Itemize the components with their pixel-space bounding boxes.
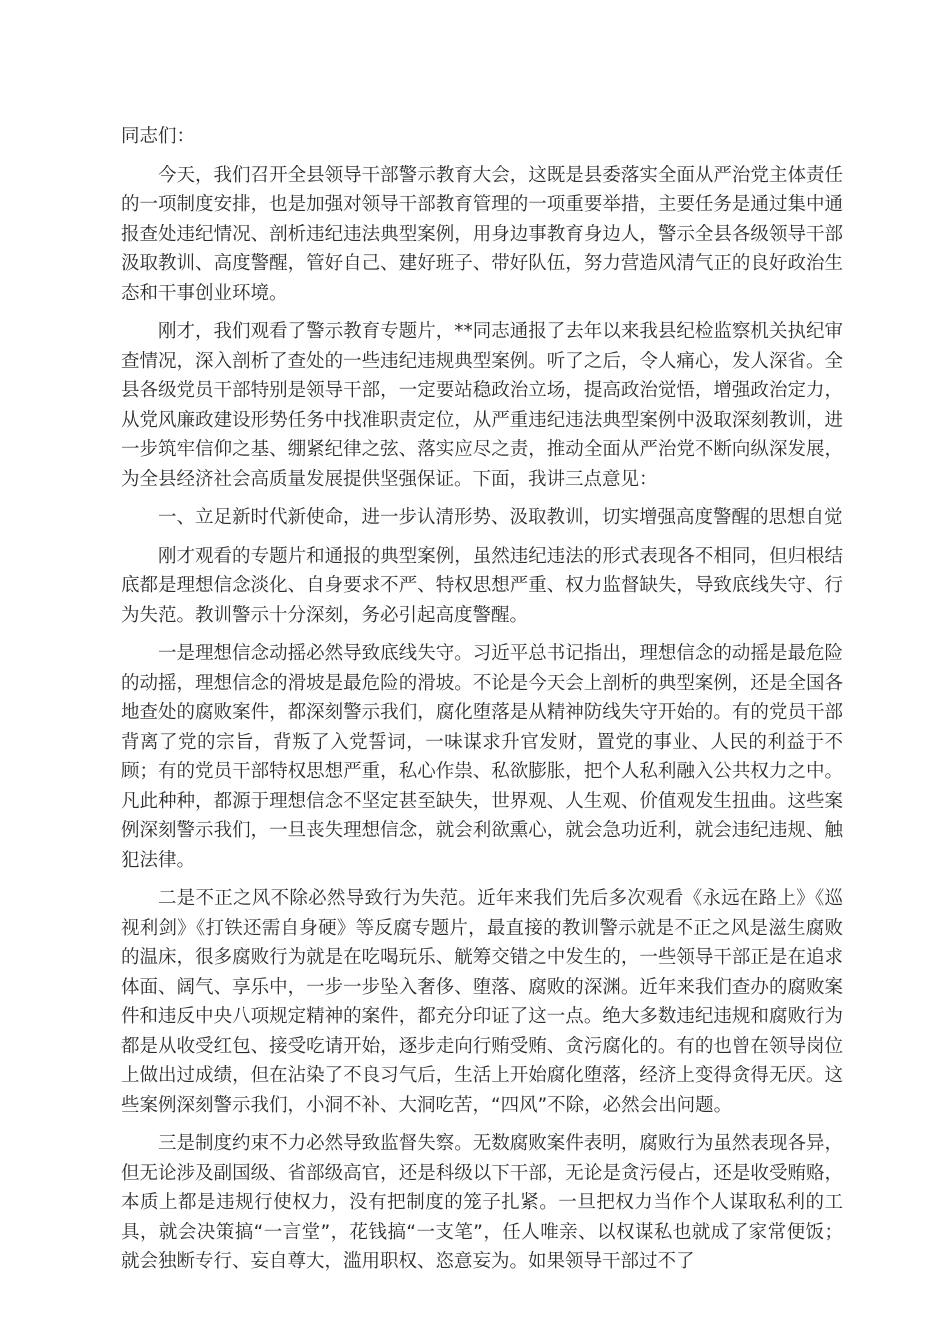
document-page xyxy=(121,122,843,1286)
section-heading-1: 一、立足新时代新使命，进一步认清形势、汲取教训，切实增强高度警醒的思想自觉 xyxy=(158,507,843,528)
salutation: 同志们： xyxy=(121,126,196,147)
paragraph-intro: 今天，我们召开全县领导干部警示教育大会，这既是县委落实全面从严治党主体责任的一项制度安排，也是加强对领导干部教育管理的一项重要举措，主要任务是通过集中通报查处违纪情况、剖析违纪违法典型案例，用身边事教育身边人，警示全县各级领导干部汲取教训、高度警醒，管好自己、建好班子、带好队伍，努力营造风清气正的良好政治生态和干事创业环境。 xyxy=(121,164,843,304)
paragraph-section-1-intro: 刚才观看的专题片和通报的典型案例，虽然违纪违法的形式表现各不相同，但归根结底都是理想信念淡化、自身要求不严、特权思想严重、权力监督缺失，导致底线失守、行为失范。教训警示十分深刻，务必引起高度警醒。 xyxy=(121,545,843,626)
paragraph-overview: 刚才，我们观看了警示教育专题片，**同志通报了去年以来我县纪检监察机关执纪审查情况，深入剖析了查处的一些违纪违规典型案例。听了之后，令人痛心，发人深省。全县各级党员干部特别是领导干部，一定要站稳政治立场，提高政治觉悟，增强政治定力，从党风廉政建设形势任务中找准职责定位，从严重违纪违法典型案例中汲取深刻教训，进一步筑牢信仰之基、绷紧纪律之弦、落实应尽之责，推动全面从严治党不断向纵深发展，为全县经济社会高质量发展提供坚强保证。下面，我讲三点意见： xyxy=(121,321,843,490)
paragraph-point-3: 三是制度约束不力必然导致监督失察。无数腐败案件表明，腐败行为虽然表现各异，但无论涉及副国级、省部级高官，还是科级以下干部，无论是贪污侵占，还是收受贿赂，本质上都是违规行使权力，没有把制度的笼子扎紧。一旦把权力当作个人谋取私利的工具，就会决策搞“一言堂”，花钱搞“一支笔”，任人唯亲、以权谋私也就成了家常便饭；就会独断专行、妄自尊大，滥用职权、恣意妄为。如果领导干部过不了 xyxy=(121,1133,843,1272)
paragraph-point-2: 二是不正之风不除必然导致行为失范。近年来我们先后多次观看《永远在路上》《巡视利剑》《打铁还需自身硬》等反腐专题片，最直接的教训警示就是不正之风是滋生腐败的温床，很多腐败行为就是在吃喝玩乐、觥筹交错之中发生的，一些领导干部正是在追求体面、阔气、享乐中，一步一步坠入奢侈、堕落、腐败的深渊。近年来我们查办的腐败案件和违反中央八项规定精神的案件，都充分印证了这一点。绝大多数违纪违规和腐败行为都是从收受红包、接受吃请开始，逐步走向行贿受贿、贪污腐化的。有的也曾在领导岗位上做出过成绩，但在沾染了不良习气后，生活上开始腐化堕落，经济上变得贪得无厌。这些案例深刻警示我们，小洞不补、大洞吃苦，“四风”不除，必然会出问题。 xyxy=(121,888,843,1116)
paragraph-point-1: 一是理想信念动摇必然导致底线失守。习近平总书记指出，理想信念的动摇是最危险的动摇，理想信念的滑坡是最危险的滑坡。不论是今天会上剖析的典型案例，还是全国各地查处的腐败案件，都深刻警示我们，腐化堕落是从精神防线失守开始的。有的党员干部背离了党的宗旨，背叛了入党誓词，一味谋求升官发财，置党的事业、人民的利益于不顾；有的党员干部特权思想严重，私心作祟、私欲膨胀，把个人私利融入公共权力之中。凡此种种，都源于理想信念不坚定甚至缺失，世界观、人生观、价值观发生扭曲。这些案例深刻警示我们，一旦丧失理想信念，就会利欲熏心，就会急功近利，就会违纪违规、触犯法律。 xyxy=(121,643,843,871)
